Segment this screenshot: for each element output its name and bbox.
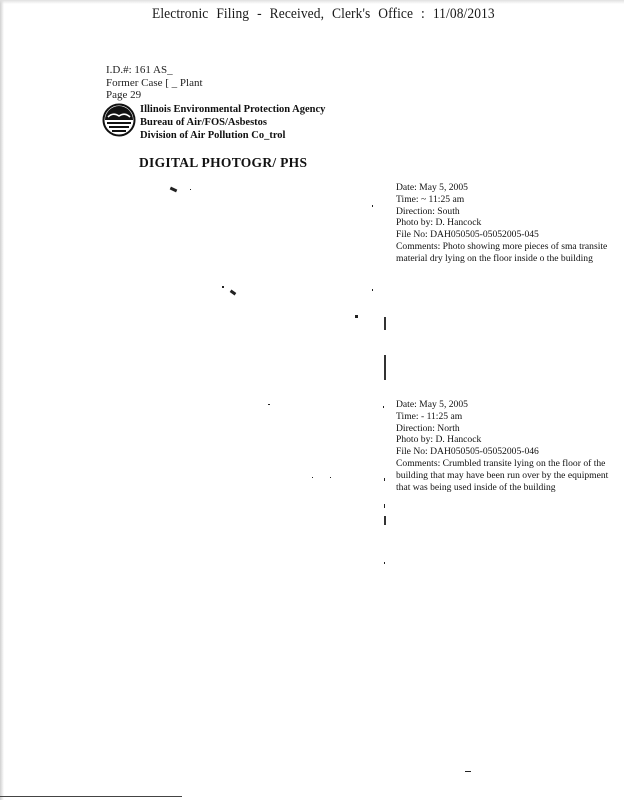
section-title: DIGITAL PHOTOGR/ PHS — [139, 155, 308, 170]
scan-mark — [384, 317, 386, 330]
iepa-logo-icon — [102, 103, 136, 137]
scan-speck — [384, 562, 385, 564]
scan-speck — [230, 290, 237, 296]
agency-block — [140, 103, 325, 142]
agency-bureau: Bureau of Air/FOS/Asbestos — [140, 117, 267, 128]
photo-by: Photo by: D. Hancock — [396, 434, 482, 446]
scan-speck — [268, 404, 270, 405]
photo-comments: Comments: Photo showing more pieces of sma transite material dry lying on the floor inside o the building — [396, 240, 608, 264]
photo-date: Date: May 5, 2005 — [396, 399, 468, 410]
scan-mark — [384, 355, 386, 380]
agency-division: Division of Air Pollution Co_trol — [140, 130, 286, 141]
scan-speck — [312, 477, 313, 478]
scan-speck — [465, 771, 471, 772]
photo-comments: Comments: Crumbled transite lying on the floor of the building that may have been run over by the equipment that was being used inside of the building — [396, 457, 609, 493]
scan-speck — [330, 477, 331, 478]
scan-edge-left — [0, 0, 4, 800]
scan-speck — [170, 187, 178, 193]
case-info — [106, 64, 203, 102]
photo-entry — [396, 399, 612, 493]
scan-speck — [355, 315, 358, 318]
scan-speck — [222, 286, 224, 288]
scan-speck — [372, 289, 373, 291]
photo-by: Photo by: D. Hancock — [396, 217, 482, 229]
case-name: Former Case [ _ Plant — [106, 76, 203, 89]
scan-mark — [384, 516, 386, 525]
scan-speck — [383, 406, 384, 408]
scan-speck — [384, 504, 385, 508]
agency-name: Illinois Environmental Protection Agency — [140, 104, 326, 115]
scan-speck — [384, 478, 385, 481]
photo-direction: Direction: North — [396, 422, 460, 434]
photo-entry — [396, 182, 612, 265]
scan-speck — [190, 189, 191, 190]
photo-time: Time: ~ 11:25 am — [396, 193, 465, 205]
scan-bottom-rule — [0, 796, 182, 797]
page-number: Page 29 — [106, 89, 142, 101]
photo-file-no: File No: DAH050505-05052005-046 — [396, 446, 539, 458]
photo-time: Time: - 11:25 am — [396, 410, 463, 422]
scan-edge-top — [0, 0, 624, 4]
photo-date: Date: May 5, 2005 — [396, 182, 468, 193]
filing-stamp: Electronic Filing - Received, Clerk's Office : 11/08/2013 — [152, 6, 495, 22]
photo-file-no: File No: DAH050505-05052005-045 — [396, 229, 539, 241]
case-id: I.D.#: 161 AS_ — [106, 64, 173, 76]
photo-direction: Direction: South — [396, 205, 460, 217]
scan-speck — [372, 205, 373, 207]
